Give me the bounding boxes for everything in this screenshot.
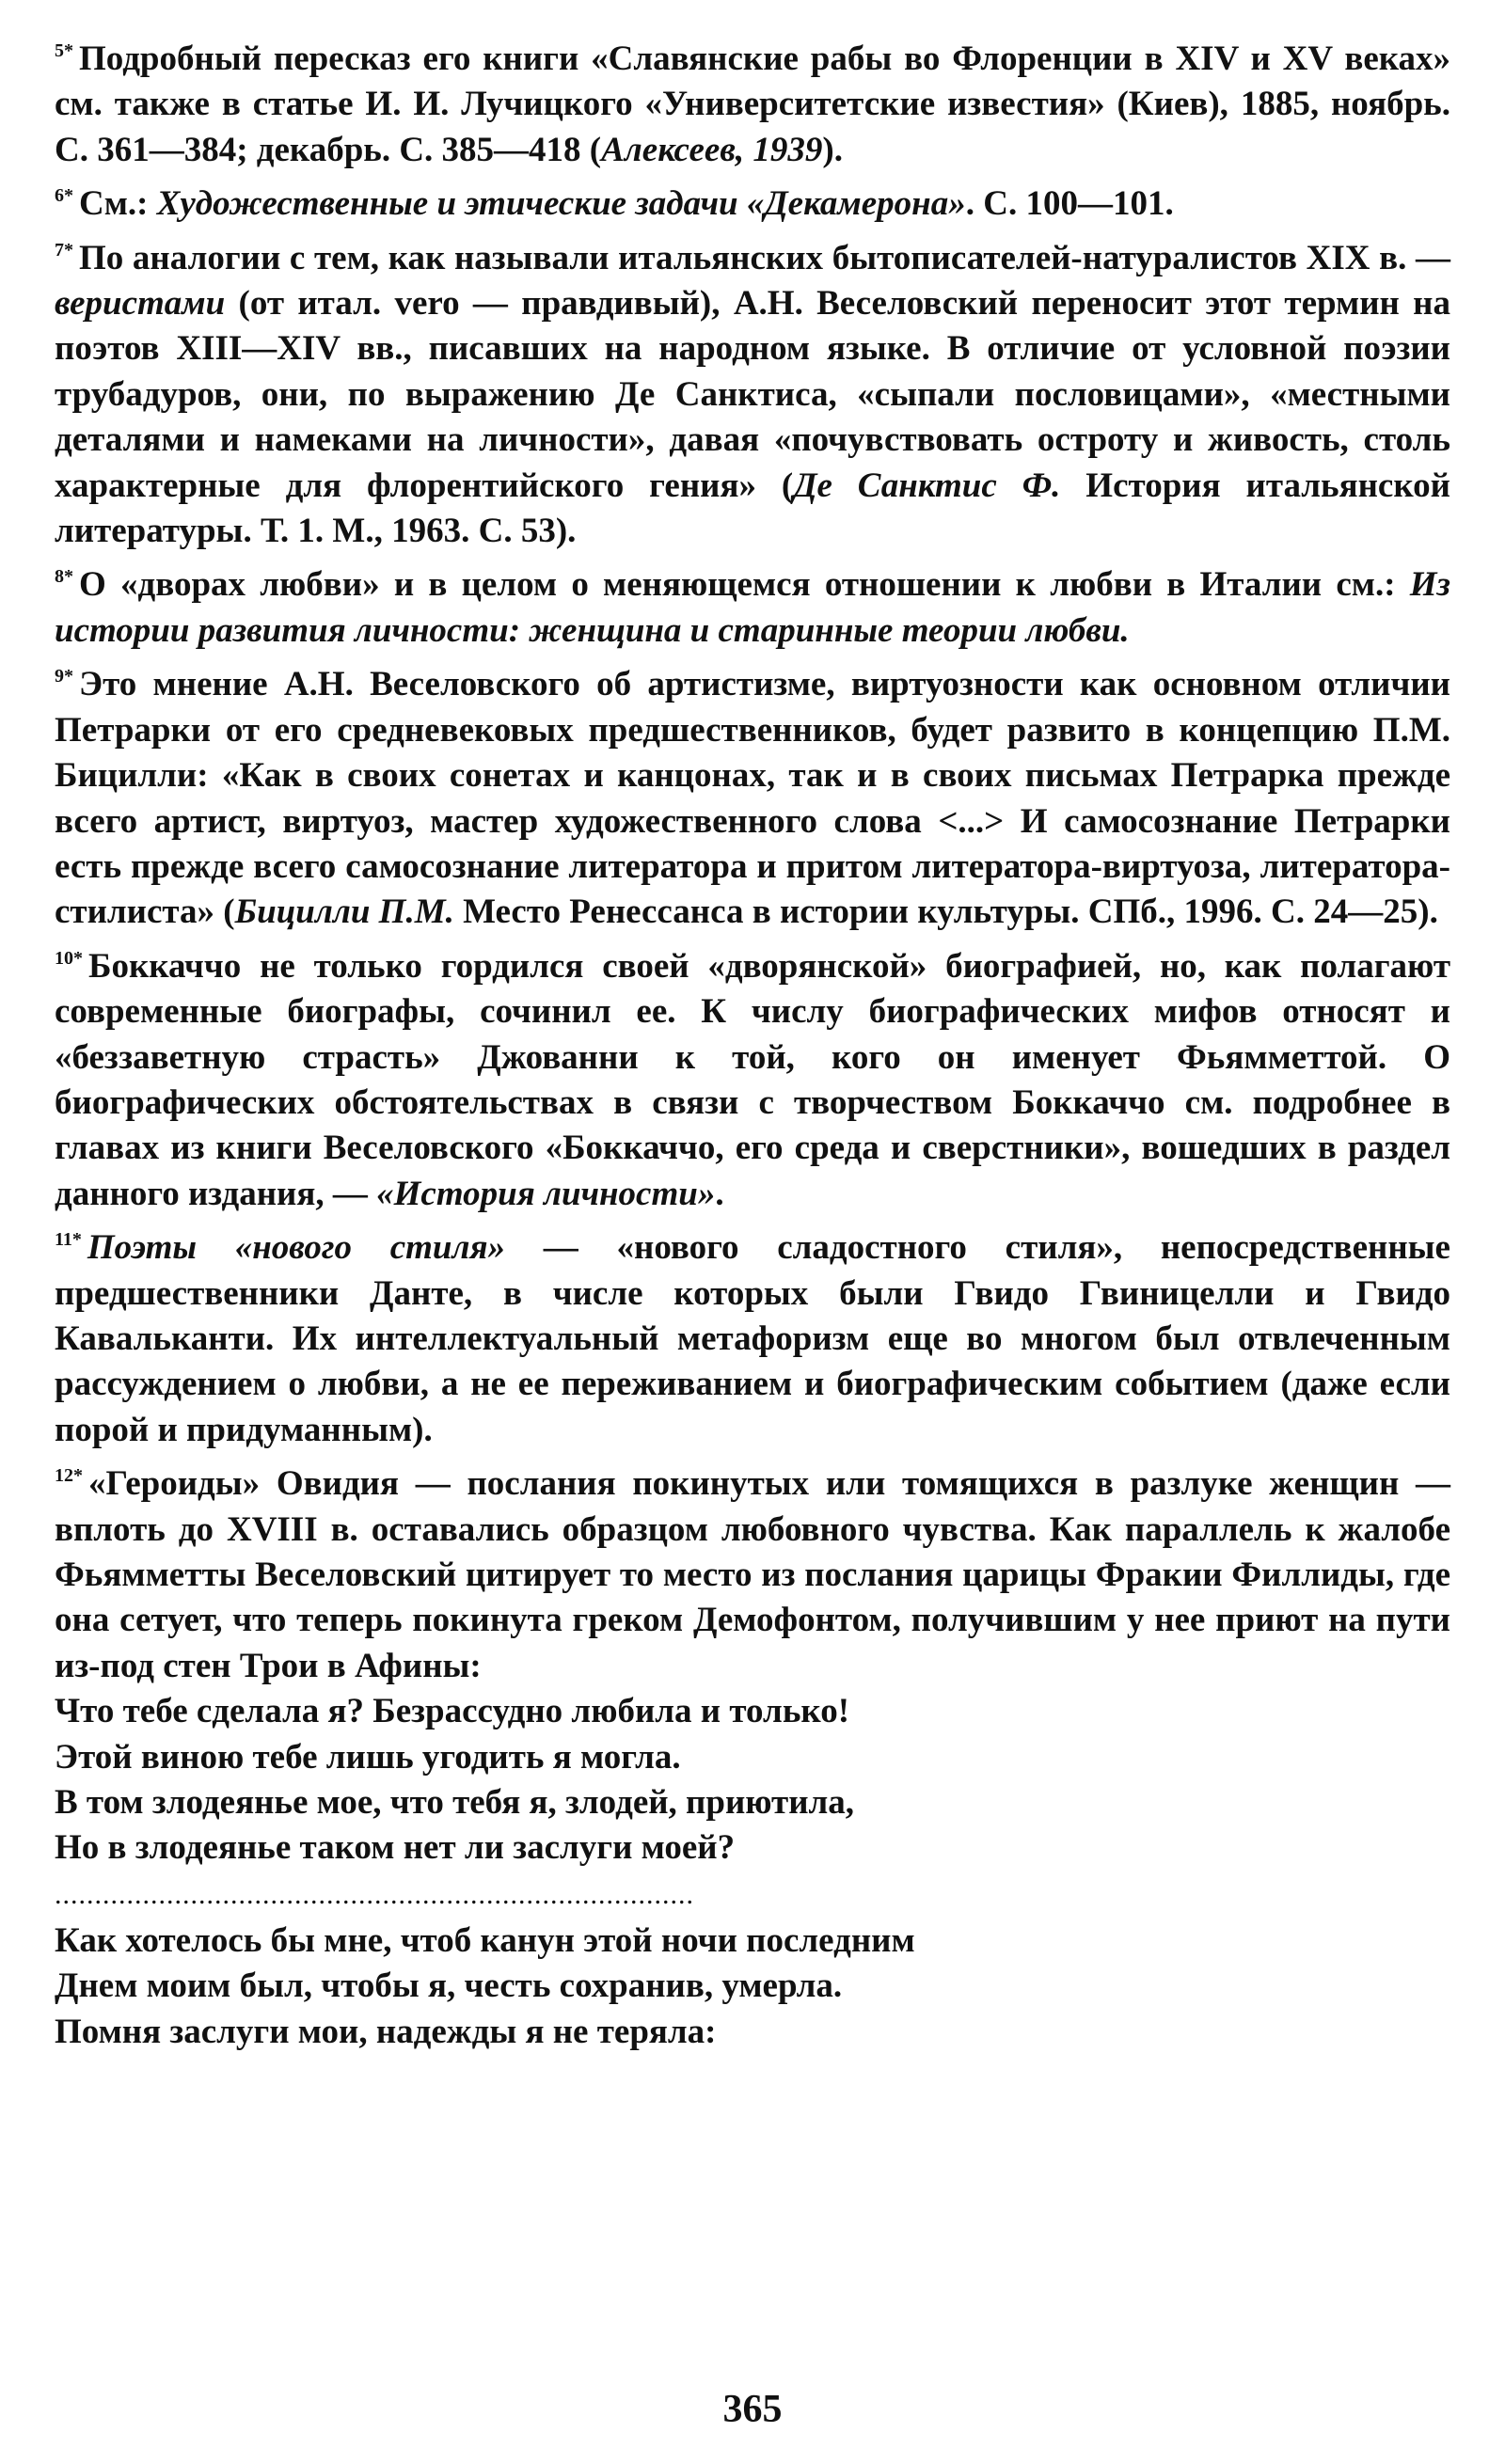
verse-stanza-1: [55, 1689, 1450, 1872]
footnote: [55, 936, 1450, 1217]
verse-line: В том злодеянье мое, что тебя я, злодей, приютила,: [55, 1783, 855, 1823]
footnote-number: 6*: [55, 185, 73, 207]
footnote-text: История итальянской литературы. Т. 1. М., 1963. С. 53).: [55, 466, 1450, 551]
footnote-text: (от итал. vero — правдивый), А.Н. Веселовский переносит этот термин на поэтов XIII—XIV вв., писавших на народном языке. В отличие от условной поэзии трубадуров, они, по выражению Де Санктиса, «сыпали пословицами», «местными деталями и намеками на личности», давая «почувствовать остроту и живость, столь характерные для флорентийского гения» (: [55, 284, 1450, 505]
footnote-text: Это мнение А.Н. Веселовского об артистизме, виртуозности как основном отличии Петрарки от его средневековых предшественников, будет развито в концепцию П.М. Бицилли: «Как в своих сонетах и канцонах, так и в своих письмах Петрарка прежде всего артист, виртуоз, мастер художественного слова <...> И самосознание Петрарки есть прежде всего самосознание литератора и притом литератора-виртуоза, литератора-стилиста» (: [55, 665, 1450, 932]
footnote: [55, 28, 1450, 173]
footnote-text: «Героиды» Овидия — послания покинутых или томящихся в разлуке женщин — вплоть до XVIII в. оставались образцом любовного чувства. Как параллель к жалобе Фьямметты Веселовский цитирует то место из послания царицы Фракии Филлиды, где она сетует, что теперь покинута греком Демофонтом, получившим у нее приют на пути из-под стен Трои в Афины:: [55, 1464, 1450, 1685]
verse-line: Этой виною тебе лишь угодить я могла.: [55, 1737, 681, 1777]
footnote-text: ).: [822, 130, 843, 169]
footnote-italic-text: Из истории развития личности: женщина и старинные теории любви.: [55, 565, 1450, 650]
verse-stanza-2: [55, 1919, 1450, 2055]
footnote-italic-text: Поэты «нового стиля»: [87, 1228, 506, 1268]
footnote-italic-text: веристами: [55, 284, 226, 324]
footnote-text: По аналогии с тем, как называли итальянских бытописателей-натуралистов XIX в. —: [79, 238, 1450, 277]
footnote-number: 8*: [55, 566, 73, 588]
footnote-text: О «дворах любви» и в целом о меняющемся отношении к любви в Италии см.:: [79, 565, 1410, 605]
footnote-text: .: [715, 1174, 724, 1213]
footnote-number: 7*: [55, 239, 73, 261]
footnote-number: 10*: [55, 947, 83, 969]
footnote: [55, 1453, 1450, 1689]
footnote-text: — «нового сладостного стиля», непосредственные предшественники Данте, в числе которых были Гвидо Гвиницелли и Гвидо Кавальканти. Их интеллектуальный метафоризм еще во многом был отвлеченным рассуждением о любви, а не ее переживанием и биографическим событием (даже если порой и придуманным).: [55, 1228, 1450, 1449]
verse-line: Как хотелось бы мне, чтоб канун этой ночи последним: [55, 1920, 915, 1960]
footnote: [55, 173, 1450, 227]
footnotes-page: [55, 28, 1450, 2055]
footnote-text: См.:: [79, 184, 157, 224]
verse-omission-separator: ................................................................................: [55, 1880, 694, 1909]
footnote-text: Боккаччо не только гордился своей «дворянской» биографией, но, как полагают современные биографы, сочинил ее. К числу биографических мифов относят и «беззаветную страсть» Джованни к той, кого он именует Фьямметтой. О биографических обстоятельствах в связи с творчеством Боккаччо см. подробнее в главах из книги Веселовского «Боккаччо, его среда и сверстники», вошедших в раздел данного издания, —: [55, 946, 1450, 1213]
footnote-italic-text: Художественные и этические задачи «Декамерона»: [156, 184, 966, 224]
footnote-italic-text: Бицилли П.М.: [234, 892, 454, 932]
footnote-text: Место Ренессанса в истории культуры. СПб., 1996. С. 24—25).: [453, 892, 1438, 932]
footnote-text: . С. 100—101.: [965, 184, 1174, 224]
page-number: 365: [722, 2388, 783, 2431]
footnote-number: 12*: [55, 1465, 83, 1487]
verse-line: Днем моим был, чтобы я, честь сохранив, умерла.: [55, 1966, 843, 2006]
footnote-italic-text: Де Санктис Ф.: [793, 466, 1061, 505]
verse-line: Но в злодеянье таком нет ли заслуги моей?: [55, 1828, 736, 1868]
footnote-number: 11*: [55, 1229, 82, 1251]
footnote-number: 9*: [55, 666, 73, 687]
footnote: [55, 1217, 1450, 1453]
footnote-italic-text: Алексеев, 1939: [601, 130, 823, 169]
verse-line: Помня заслуги мои, надежды я не теряла:: [55, 2012, 717, 2051]
verse-line: Что тебе сделала я? Безрассудно любила и только!: [55, 1692, 850, 1731]
footnote: [55, 554, 1450, 654]
footnote-italic-text: «История личности»: [376, 1174, 716, 1213]
footnotes-list: [55, 28, 1450, 1689]
footnote-number: 5*: [55, 40, 73, 61]
footnote: [55, 228, 1450, 555]
footnote: [55, 654, 1450, 935]
footnote-text: Подробный пересказ его книги «Славянские рабы во Флоренции в XIV и XV веках» см. также в статье И. И. Лучицкого «Университетские известия» (Киев), 1885, ноябрь. С. 361—384; декабрь. С. 385—418 (: [55, 39, 1450, 169]
